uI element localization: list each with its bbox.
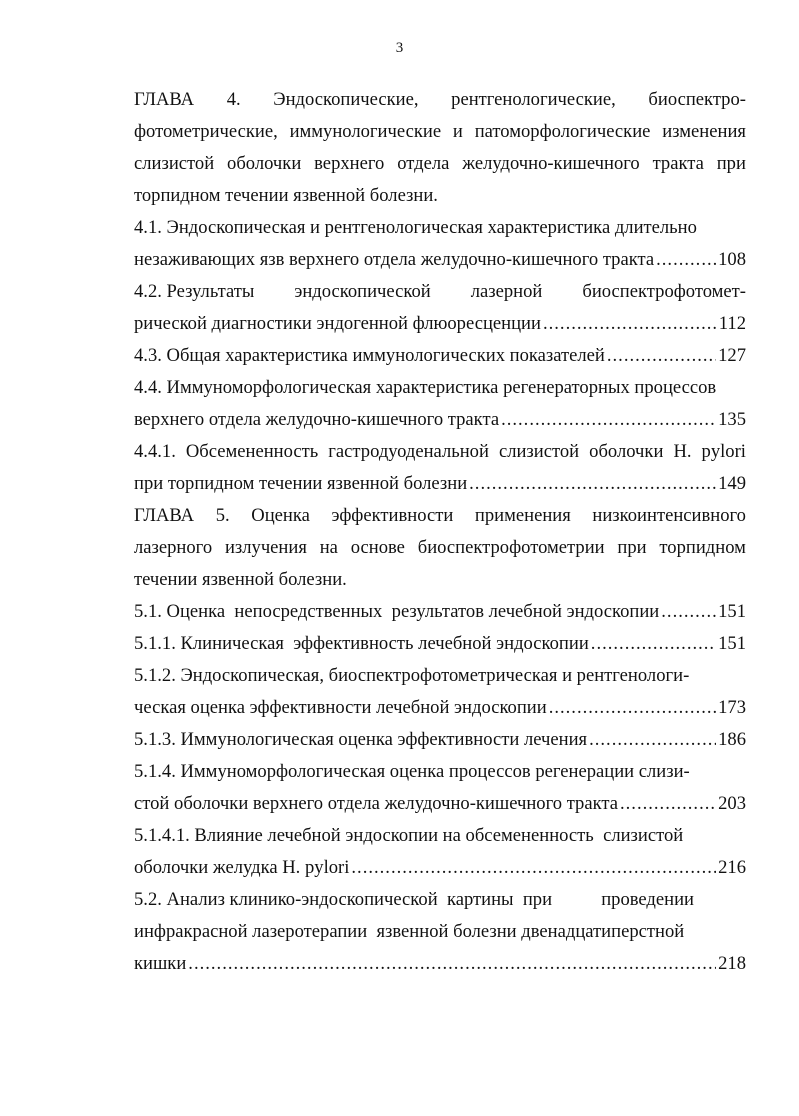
word: 4.2. Результаты bbox=[134, 281, 255, 302]
word: Обсемененность bbox=[185, 441, 319, 462]
page-ref: 173 bbox=[718, 697, 746, 718]
page-ref: 203 bbox=[718, 793, 746, 814]
toc-entry-5-1-4-1-line-1 bbox=[134, 820, 746, 852]
word: 5. bbox=[215, 505, 230, 526]
word: тракта bbox=[652, 153, 704, 174]
leader-dots bbox=[351, 852, 716, 884]
chapter-4-title-line-2 bbox=[134, 116, 746, 148]
word: торпидном течении язвенной болезни. bbox=[134, 185, 438, 206]
word: желудочно-кишечного bbox=[462, 153, 640, 174]
word: Оценка bbox=[251, 505, 310, 526]
toc-entry-5-2-line-1 bbox=[134, 884, 694, 916]
entry-text: рической диагностики эндогенной флюоресценции bbox=[134, 313, 541, 334]
word: излучения bbox=[224, 537, 307, 558]
entry-text: при торпидном течении язвенной болезни bbox=[134, 473, 468, 494]
word: 4. bbox=[226, 89, 241, 110]
entry-text: ческая оценка эффективности лечебной эндоскопии bbox=[134, 697, 547, 718]
entry-text: незаживающих язв верхнего отдела желудочно-кишечного тракта bbox=[134, 249, 655, 270]
word: применения bbox=[474, 505, 571, 526]
page-ref: 108 bbox=[718, 249, 746, 270]
word: верхнего bbox=[314, 153, 385, 174]
word: изменения bbox=[662, 121, 746, 142]
word: при bbox=[716, 153, 746, 174]
entry-text: 4.4. Иммуноморфологическая характеристика регенераторных процессов bbox=[134, 377, 717, 398]
leader-dots bbox=[607, 340, 716, 372]
leader-dots bbox=[188, 948, 716, 980]
toc-entry-5-1-4-1-line-2[interactable] bbox=[134, 852, 746, 884]
page-ref: 112 bbox=[718, 313, 746, 334]
entry-text: инфракрасной лазеротерапии язвенной болезни двенадцатиперстной bbox=[134, 921, 685, 942]
word: биоспектро- bbox=[648, 89, 746, 110]
leader-dots bbox=[589, 724, 716, 756]
word: низкоинтенсивного bbox=[592, 505, 746, 526]
entry-text: 5.1.4. Иммуноморфологическая оценка процессов регенерации слизи- bbox=[134, 761, 690, 782]
page-number: 3 bbox=[395, 40, 404, 56]
word: гастродуоденальной bbox=[328, 441, 489, 462]
entry-text: 5.1. Оценка непосредственных результатов лечебной эндоскопии bbox=[134, 601, 660, 622]
word: рентгенологические, bbox=[451, 89, 616, 110]
page-ref: 127 bbox=[718, 345, 746, 366]
word: фотометрические, bbox=[134, 121, 278, 142]
page-ref: 135 bbox=[718, 409, 746, 430]
entry-text: кишки bbox=[134, 953, 187, 974]
leader-dots bbox=[501, 404, 716, 436]
leader-dots bbox=[661, 596, 716, 628]
entry-text: 5.1.4.1. Влияние лечебной эндоскопии на обсемененность слизистой bbox=[134, 825, 684, 846]
toc-entry-4-1-line-2[interactable] bbox=[134, 244, 746, 276]
word: и bbox=[452, 121, 463, 142]
toc-entry-4-2-line-2[interactable] bbox=[134, 308, 746, 340]
word: ГЛАВА bbox=[134, 89, 195, 110]
toc-entry-5-1-2-line-1 bbox=[134, 660, 746, 692]
word: H. bbox=[673, 441, 692, 462]
word: основе bbox=[350, 537, 405, 558]
page-ref: 216 bbox=[718, 857, 746, 878]
word: Эндоскопические, bbox=[273, 89, 419, 110]
entry-text: 5.2. Анализ клинико-эндоскопической картины при bbox=[134, 889, 553, 910]
word: оболочки bbox=[227, 153, 302, 174]
word: лазерной bbox=[470, 281, 543, 302]
word: pylori bbox=[701, 441, 746, 462]
toc-entry-5-1-4-line-1 bbox=[134, 756, 746, 788]
toc-entry-5-1-2-line-2[interactable] bbox=[134, 692, 746, 724]
word: торпидном bbox=[659, 537, 746, 558]
toc-entry-5-1-1[interactable] bbox=[134, 628, 746, 660]
entry-text: 4.3. Общая характеристика иммунологических показателей bbox=[134, 345, 605, 366]
word: слизистой bbox=[498, 441, 580, 462]
leader-dots bbox=[620, 788, 716, 820]
toc-entry-5-2-line-2 bbox=[134, 916, 746, 948]
word: эндоскопической bbox=[294, 281, 431, 302]
leader-dots bbox=[549, 692, 716, 724]
chapter-5-title-line-3 bbox=[134, 564, 746, 596]
word: отдела bbox=[397, 153, 450, 174]
chapter-5-title-line-2 bbox=[134, 532, 746, 564]
page-ref: 149 bbox=[718, 473, 746, 494]
entry-text: оболочки желудка H. pylori bbox=[134, 857, 350, 878]
page-ref: 151 bbox=[718, 633, 746, 654]
toc-entry-5-2-line-3[interactable] bbox=[134, 948, 746, 980]
chapter-5-title-line-1 bbox=[134, 500, 746, 532]
word: течении язвенной болезни. bbox=[134, 569, 347, 590]
word: лазерного bbox=[134, 537, 213, 558]
toc-entry-4-4-1-line-1 bbox=[134, 436, 746, 468]
chapter-4-title-line-3 bbox=[134, 148, 746, 180]
word: при bbox=[617, 537, 647, 558]
word: иммунологические bbox=[289, 121, 442, 142]
toc-entry-5-1-3[interactable] bbox=[134, 724, 746, 756]
page-ref: 151 bbox=[718, 601, 746, 622]
word: биоспектрофотометрии bbox=[417, 537, 605, 558]
word: патоморфологические bbox=[474, 121, 651, 142]
leader-dots bbox=[469, 468, 716, 500]
toc-entry-4-1-line-1 bbox=[134, 212, 746, 244]
toc-entry-4-4-line-2[interactable] bbox=[134, 404, 746, 436]
chapter-4-title-line-1 bbox=[134, 84, 746, 116]
table-of-contents bbox=[134, 84, 746, 980]
entry-text: проведении bbox=[601, 889, 694, 910]
toc-entry-4-3[interactable] bbox=[134, 340, 746, 372]
entry-text: 5.1.3. Иммунологическая оценка эффективности лечения bbox=[134, 729, 588, 750]
entry-text: 5.1.1. Клиническая эффективность лечебной эндоскопии bbox=[134, 633, 589, 654]
word: на bbox=[319, 537, 338, 558]
leader-dots bbox=[656, 244, 716, 276]
toc-entry-5-1[interactable] bbox=[134, 596, 746, 628]
leader-dots bbox=[543, 308, 717, 340]
word: эффективности bbox=[331, 505, 454, 526]
entry-text: стой оболочки верхнего отдела желудочно-кишечного тракта bbox=[134, 793, 618, 814]
word: биоспектрофотомет- bbox=[582, 281, 746, 302]
entry-text: 4.1. Эндоскопическая и рентгенологическая характеристика длительно bbox=[134, 217, 697, 238]
toc-entry-4-4-1-line-2[interactable] bbox=[134, 468, 746, 500]
word: слизистой bbox=[134, 153, 215, 174]
leader-dots bbox=[591, 628, 716, 660]
word: ГЛАВА bbox=[134, 505, 195, 526]
chapter-4-title-line-4 bbox=[134, 180, 746, 212]
page-ref: 186 bbox=[718, 729, 746, 750]
toc-entry-4-4-line-1 bbox=[134, 372, 746, 404]
toc-entry-4-2-line-1 bbox=[134, 276, 746, 308]
entry-text: 5.1.2. Эндоскопическая, биоспектрофотометрическая и рентгенологи- bbox=[134, 665, 690, 686]
word: 4.4.1. bbox=[134, 441, 176, 462]
word: оболочки bbox=[589, 441, 664, 462]
page-ref: 218 bbox=[718, 953, 746, 974]
entry-text: верхнего отдела желудочно-кишечного тракта bbox=[134, 409, 500, 430]
toc-entry-5-1-4-line-2[interactable] bbox=[134, 788, 746, 820]
